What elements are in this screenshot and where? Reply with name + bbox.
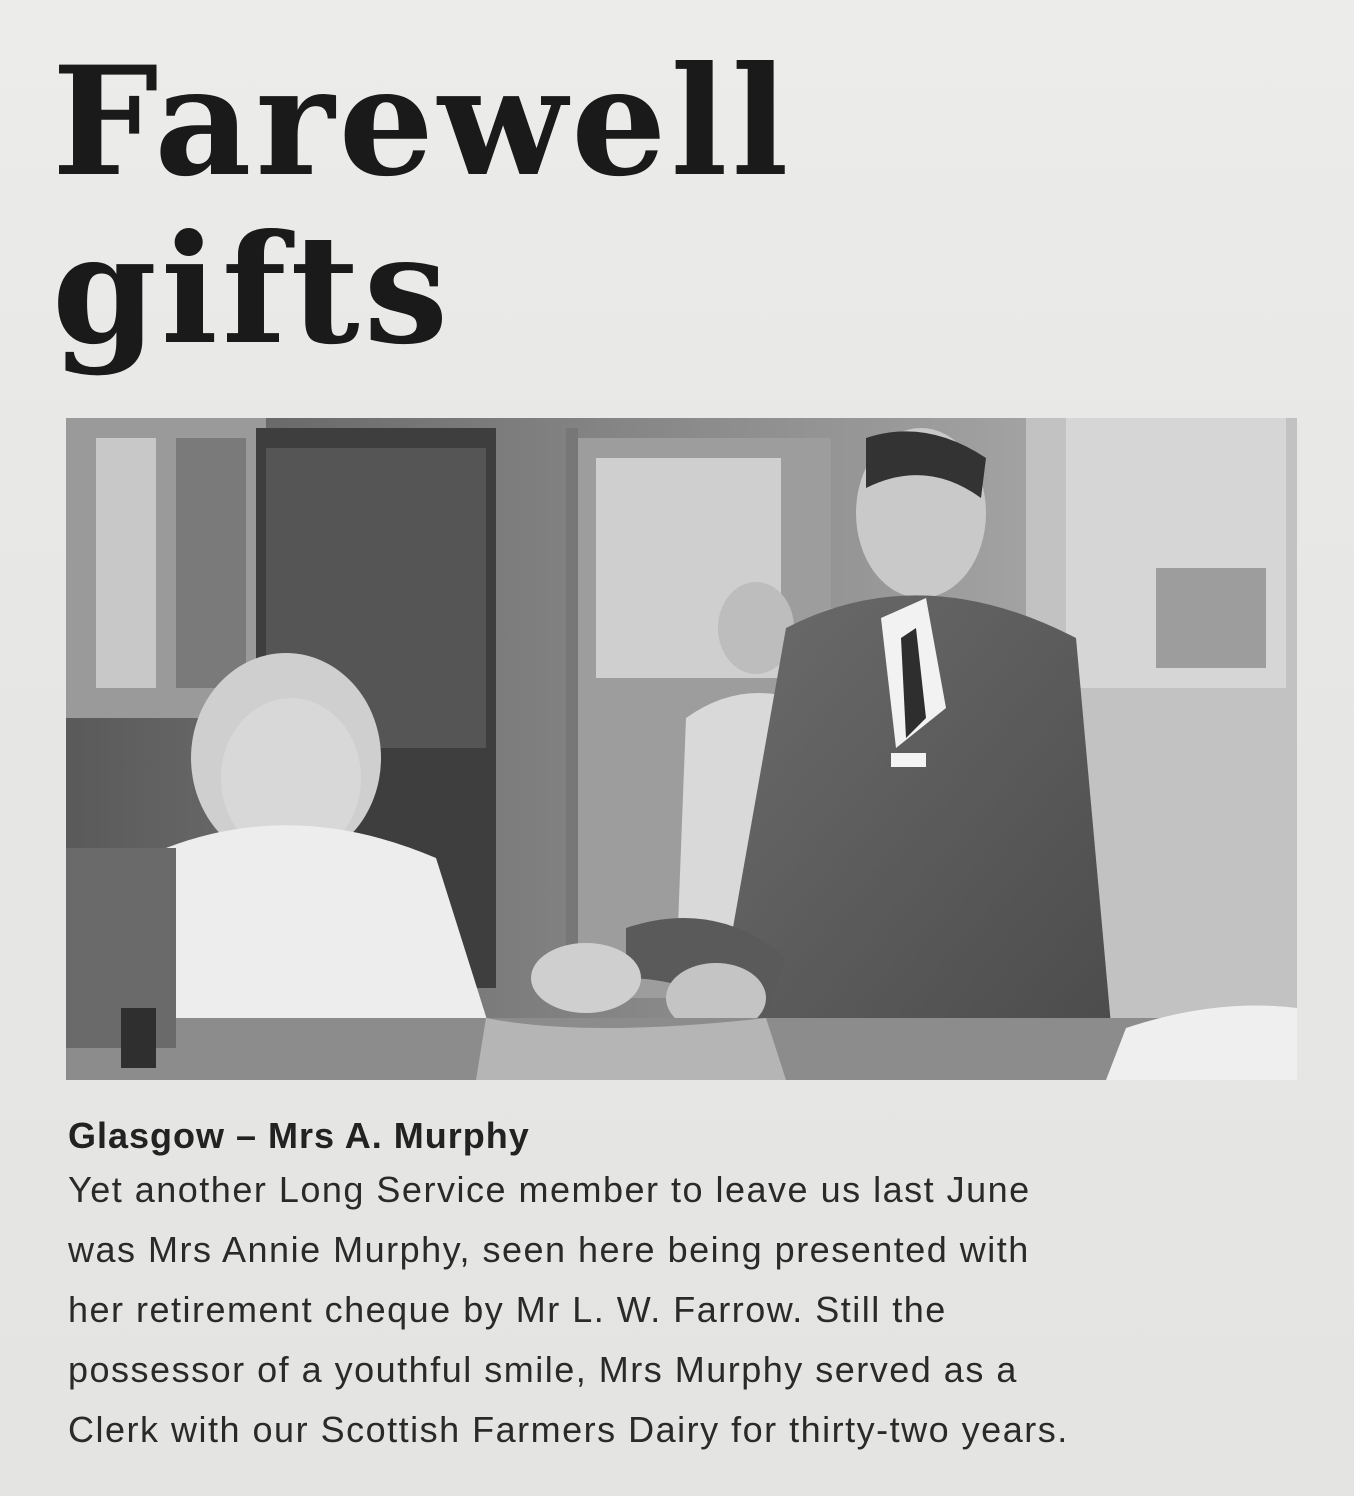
caption-line: Yet another Long Service member to leave us last June	[68, 1169, 1031, 1210]
caption-line: her retirement cheque by Mr L. W. Farrow. Still the	[68, 1289, 947, 1330]
headline-line-1: Farewell	[52, 34, 793, 210]
caption-body	[68, 1160, 1318, 1460]
headline-line-2: gifts	[52, 202, 453, 378]
caption-line: possessor of a youthful smile, Mrs Murphy served as a	[68, 1349, 1018, 1390]
headline	[52, 34, 793, 378]
caption-line: Clerk with our Scottish Farmers Dairy for thirty-two years.	[68, 1409, 1069, 1450]
caption-title: Glasgow – Mrs A. Murphy	[68, 1115, 530, 1156]
caption-line: was Mrs Annie Murphy, seen here being presented with	[68, 1229, 1030, 1270]
retirement-photo	[66, 418, 1297, 1080]
photo-caption	[68, 1112, 1318, 1460]
